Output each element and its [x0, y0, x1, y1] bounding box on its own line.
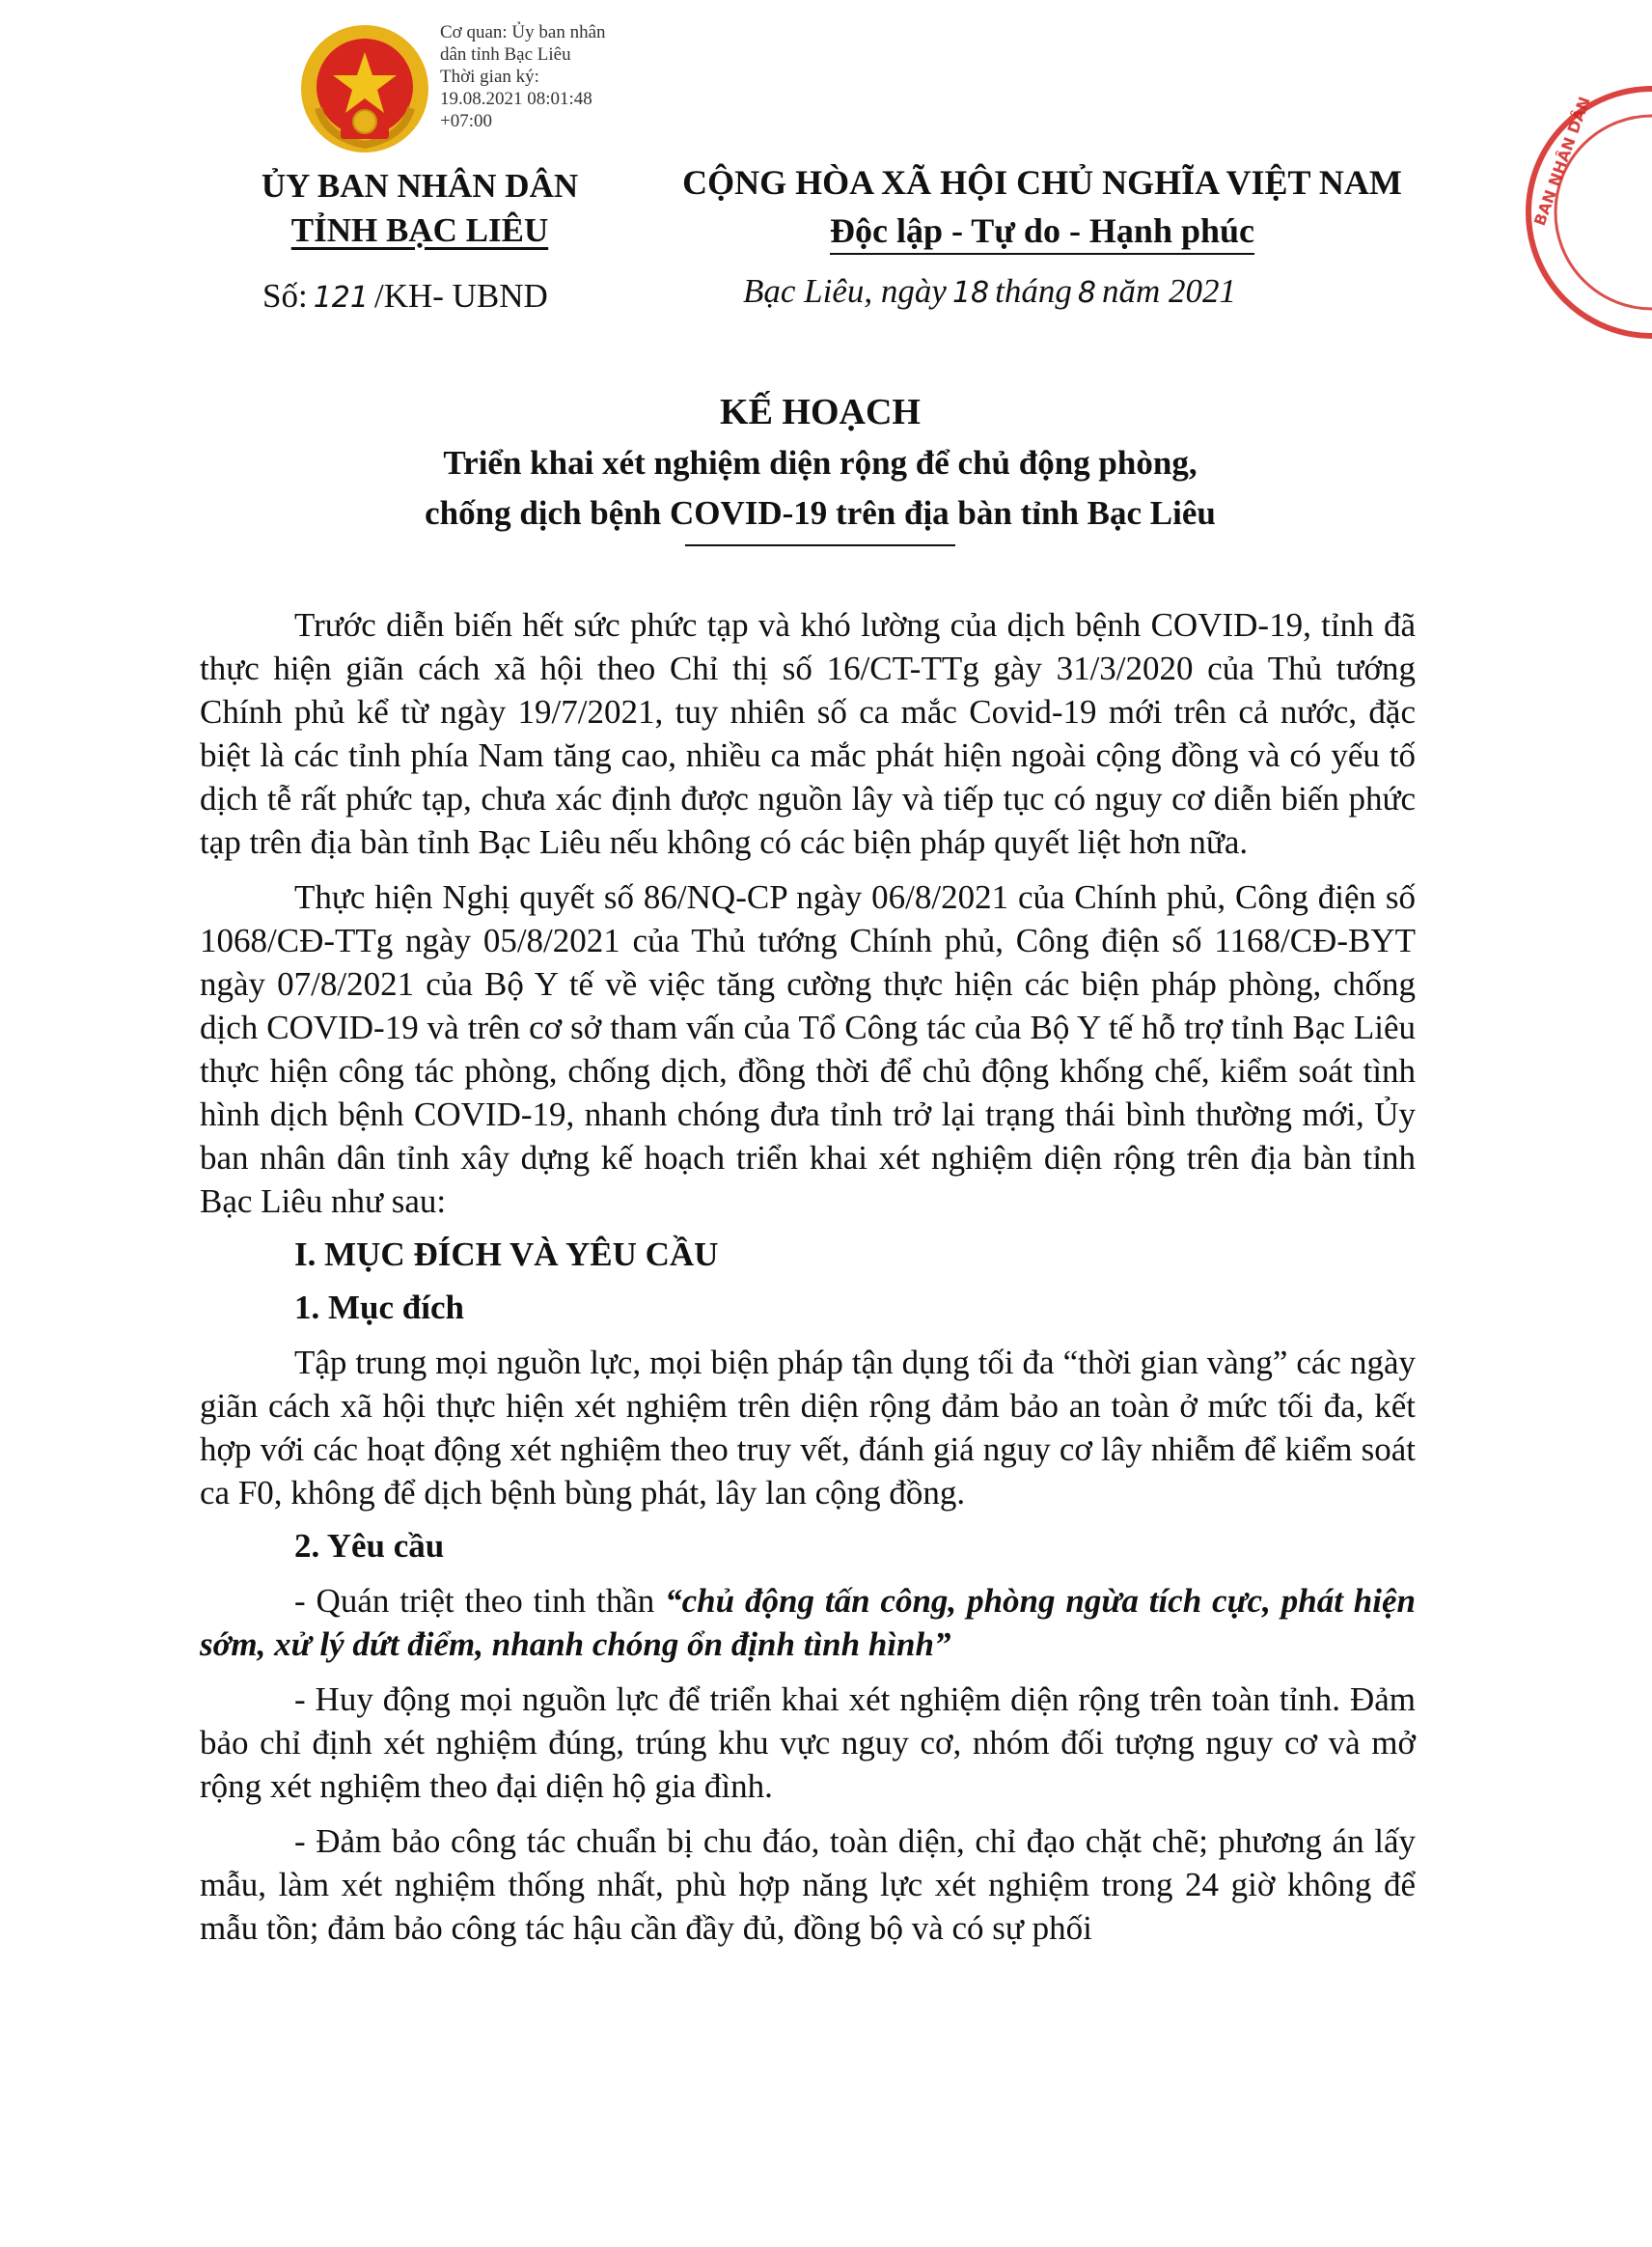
date-month: 8: [1077, 276, 1096, 310]
paragraph-context: Trước diễn biến hết sức phức tạp và khó lường của dịch bệnh COVID-19, tỉnh đã thực hiện giãn cách xã hội theo Chỉ thị số 16/CT-TTg gày 31/3/2020 của Thủ tướng Chính phủ kể từ ngày 19/7/2021, tuy nhiên số ca mắc Covid-19 mới trên cả nước, đặc biệt là các tỉnh phía Nam tăng cao, nhiều ca mắc phát hiện ngoài cộng đồng và có yếu tố dịch tễ rất phức tạp, chưa xác định được nguồn lây và tiếp tục có nguy cơ diễn biến phức tạp trên địa bàn tỉnh Bạc Liêu nếu không có các biện pháp quyết liệt hơn nữa.: [200, 606, 1416, 861]
doc-no-suffix: /KH- UBND: [373, 277, 548, 315]
requirement-item-3: - Đảm bảo công tác chuẩn bị chu đáo, toàn diện, chỉ đạo chặt chẽ; phương án lấy mẫu, làm xét nghiệm thống nhất, phù hợp năng lực xét nghiệm trong 24 giờ không để mẫu tồn; đảm bảo công tác hậu cần đầy đủ, đồng bộ và có sự phối: [200, 1822, 1416, 1947]
doc-no-handwritten: 121: [313, 281, 369, 315]
requirement-1-quote: “chủ động tấn công, phòng ngừa tích cực, phát hiện sớm, xử lý dứt điểm, nhanh chóng ổn định tình hình”: [200, 1582, 1416, 1663]
document-body: [200, 603, 1416, 1950]
document-type-heading: KẾ HOẠCH: [720, 392, 921, 432]
paragraph-legal-basis: Thực hiện Nghị quyết số 86/NQ-CP ngày 06/8/2021 của Chính phủ, Công điện số 1068/CĐ-TTg ngày 05/8/2021 của Thủ tướng Chính phủ, Công điện số 1168/CĐ-BYT ngày 07/8/2021 của Bộ Y tế về việc tăng cường thực hiện các biện pháp phòng, chống dịch COVID-19 và trên cơ sở tham vấn của Tổ Công tác của Bộ Y tế hỗ trợ tỉnh Bạc Liêu thực hiện công tác phòng, chống dịch, đồng thời để chủ động khống chế, kiểm soát tình hình dịch bệnh COVID-19, nhanh chóng đưa tỉnh trở lại trạng thái bình thường mới, Ủy ban nhân dân tỉnh xây dựng kế hoạch triển khai xét nghiệm diện rộng trên địa bàn tỉnh Bạc Liêu như sau:: [200, 878, 1416, 1220]
date-prefix: Bạc Liêu, ngày: [743, 272, 947, 310]
requirement-1-lead: - Quán triệt theo tinh thần: [294, 1582, 666, 1620]
date-day: 18: [951, 276, 990, 310]
signature-time-label: Thời gian ký:: [440, 67, 539, 87]
national-title: [666, 158, 1418, 255]
document-number: [262, 277, 548, 316]
section-heading-1: I. MỤC ĐÍCH VÀ YÊU CẦU: [294, 1235, 719, 1273]
doc-no-prefix: Số:: [262, 277, 308, 315]
org-line-1: ỦY BAN NHÂN DÂN: [261, 167, 579, 205]
date-year: năm 2021: [1101, 272, 1236, 310]
official-stamp-icon: [1517, 82, 1652, 343]
document-date: [743, 272, 1236, 311]
digital-signature-info: [440, 21, 681, 132]
signature-timezone: +07:00: [440, 111, 492, 131]
signature-agency-cont: dân tỉnh Bạc Liêu: [440, 44, 571, 65]
title-line-1: Triển khai xét nghiệm diện rộng để chủ động phòng,: [443, 444, 1198, 482]
nation-name: CỘNG HÒA XÃ HỘI CHỦ NGHĨA VIỆT NAM: [682, 163, 1402, 202]
org-line-2: TỈNH BẠC LIÊU: [290, 211, 549, 249]
requirement-item-1: [200, 1579, 1416, 1666]
title-line-2: chống dịch bệnh COVID-19 trên địa bàn tỉnh Bạc Liêu: [425, 494, 1216, 532]
signature-time: 19.08.2021 08:01:48: [440, 89, 592, 109]
national-motto: Độc lập - Tự do - Hạnh phúc: [830, 208, 1254, 255]
document-title-block: [222, 386, 1418, 546]
issuing-organization: [222, 164, 618, 253]
svg-text:BAN NHÂN DÂN: BAN NHÂN DÂN: [1529, 94, 1594, 229]
subsection-heading-requirements: 2. Yêu cầu: [294, 1527, 445, 1565]
date-month-label: tháng: [995, 272, 1072, 310]
requirement-item-2: - Huy động mọi nguồn lực để triển khai xét nghiệm diện rộng trên toàn tỉnh. Đảm bảo chỉ định xét nghiệm đúng, trúng khu vực nguy cơ, nhóm đối tượng nguy cơ và mở rộng xét nghiệm theo đại diện hộ gia đình.: [200, 1680, 1416, 1805]
paragraph-purpose: Tập trung mọi nguồn lực, mọi biện pháp tận dụng tối đa “thời gian vàng” các ngày giãn cách xã hội thực hiện xét nghiệm trên diện rộng đảm bảo an toàn ở mức tối đa, kết hợp với các hoạt động xét nghiệm theo truy vết, đánh giá nguy cơ lây nhiễm để kiểm soát ca F0, không để dịch bệnh bùng phát, lây lan cộng đồng.: [200, 1344, 1416, 1512]
signature-agency: Cơ quan: Ủy ban nhân: [440, 22, 606, 42]
subsection-heading-purpose: 1. Mục đích: [294, 1289, 464, 1326]
national-emblem-icon: [297, 21, 432, 156]
title-underline: [685, 544, 955, 546]
